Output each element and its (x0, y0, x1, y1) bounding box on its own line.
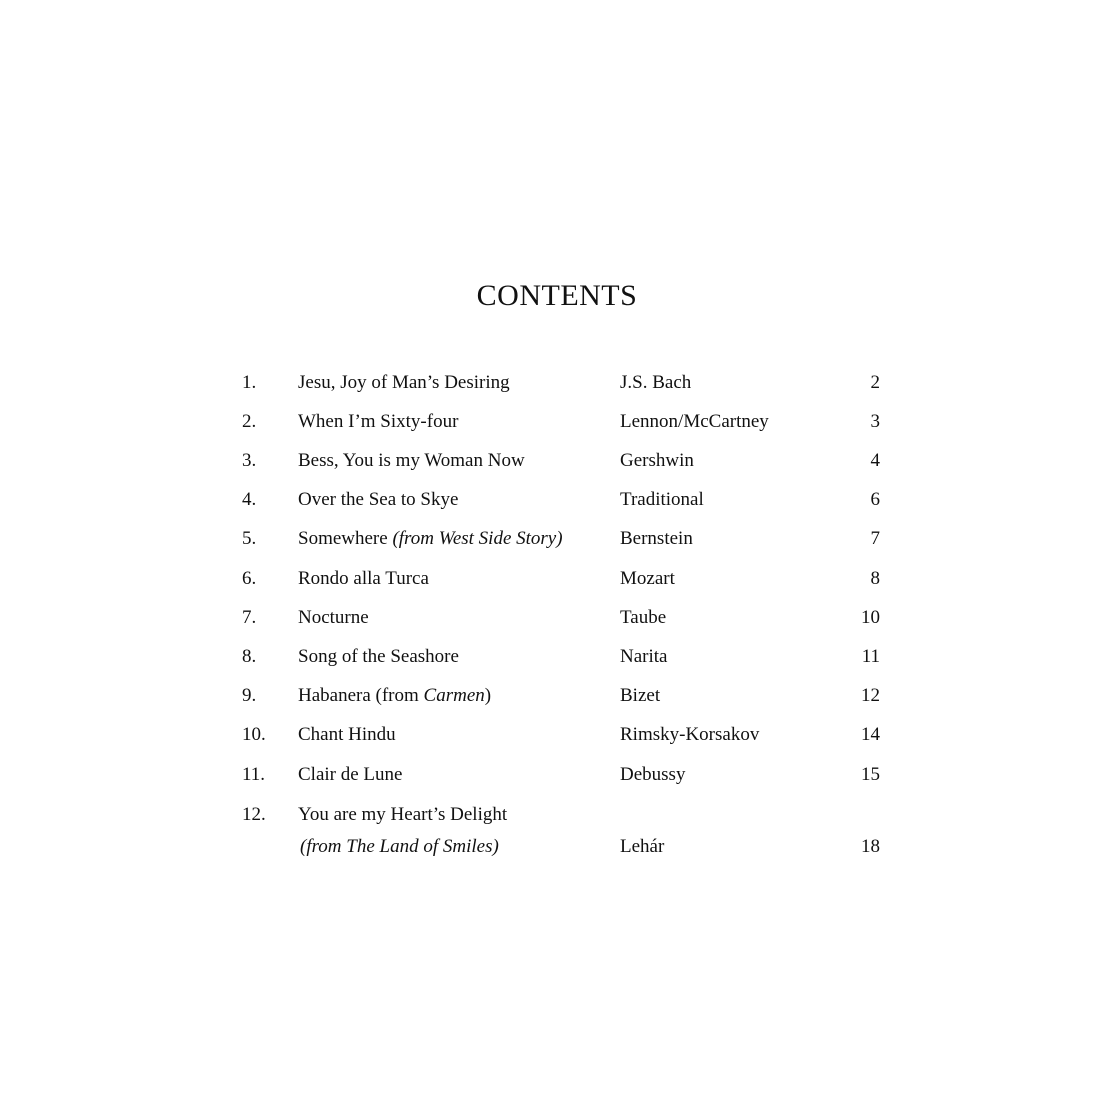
entry-number: 3. (242, 450, 257, 471)
contents-entry (0, 563, 1120, 595)
entry-number: 5. (242, 528, 257, 549)
entry-title-part: Nocturne (298, 607, 369, 628)
entry-title-part: When I’m Sixty-four (298, 411, 459, 432)
entry-page-number: 12 (861, 685, 880, 706)
entry-title-part: Over the Sea to Skye (298, 489, 459, 510)
entry-page-number: 4 (870, 450, 880, 471)
entry-title-part: Habanera (from (298, 685, 424, 706)
entry-number: 4. (242, 489, 257, 510)
entry-number: 12. (242, 804, 266, 825)
entry-composer: Mozart (620, 568, 675, 589)
entry-title (298, 406, 458, 438)
entry-number: 9. (242, 685, 257, 706)
contents-entry (0, 719, 1120, 751)
contents-entry (0, 367, 1120, 399)
entry-title (298, 799, 507, 831)
entry-title (298, 641, 459, 673)
entry-title-part: Rondo alla Turca (298, 568, 429, 589)
entry-page-number: 7 (870, 528, 880, 549)
entry-composer: Debussy (620, 764, 686, 785)
entry-composer: Bernstein (620, 528, 693, 549)
contents-entry (0, 602, 1120, 634)
entry-number: 2. (242, 411, 257, 432)
entry-page-number: 10 (861, 607, 880, 628)
entry-title (298, 680, 491, 712)
entry-title-part: (from (392, 528, 439, 549)
entry-title (298, 602, 369, 634)
entry-number: 7. (242, 607, 257, 628)
entry-number: 1. (242, 372, 257, 393)
entry-title (298, 563, 429, 595)
contents-entry (0, 484, 1120, 516)
entry-title-part: Clair de Lune (298, 764, 403, 785)
entry-title-part: Carmen (423, 685, 485, 706)
entry-title-part: Bess, You is my Woman Now (298, 450, 525, 471)
entry-composer: Lehár (620, 836, 665, 857)
entry-composer: Bizet (620, 685, 661, 706)
entry-title (298, 367, 510, 399)
entry-title-part: (from (300, 836, 347, 857)
entry-number: 6. (242, 568, 257, 589)
entry-title (298, 719, 396, 751)
entry-composer: Gershwin (620, 450, 694, 471)
entry-title-part: Somewhere (298, 528, 393, 549)
entry-page-number: 11 (861, 646, 880, 667)
entry-page-number: 18 (861, 836, 880, 857)
entry-page-number: 3 (870, 411, 880, 432)
entry-page-number: 2 (870, 372, 880, 393)
entry-title-part: Chant Hindu (298, 724, 396, 745)
contents-entry (0, 523, 1120, 555)
entry-page-number: 6 (870, 489, 880, 510)
contents-entry (0, 641, 1120, 673)
entry-title-part: The Land of Smiles) (346, 836, 499, 857)
entry-page-number: 8 (870, 568, 880, 589)
contents-entry (0, 759, 1120, 791)
entry-page-number: 14 (861, 724, 880, 745)
entry-number: 11. (242, 764, 266, 785)
entry-title-part: West Side Story) (438, 528, 563, 549)
entry-title (298, 484, 458, 516)
entry-composer: Lennon/McCartney (620, 411, 769, 432)
entry-title-part: You are my Heart’s Delight (298, 804, 508, 825)
contents-entry (0, 406, 1120, 438)
entry-title (298, 523, 563, 555)
entry-composer: J.S. Bach (620, 372, 692, 393)
entry-number: 8. (242, 646, 257, 667)
contents-entry (0, 445, 1120, 477)
entry-composer: Rimsky-Korsakov (620, 724, 760, 745)
entry-page-number: 15 (861, 764, 880, 785)
entry-title (298, 445, 525, 477)
entry-title (298, 759, 402, 791)
page-title: CONTENTS (476, 279, 638, 312)
entry-title-line2 (300, 831, 499, 863)
entry-title-part: Jesu, Joy of Man’s Desiring (298, 372, 510, 393)
entry-title-part: ) (484, 685, 492, 706)
entry-number: 10. (242, 724, 266, 745)
entry-composer: Taube (620, 607, 667, 628)
contents-entry (0, 680, 1120, 712)
entry-composer: Traditional (620, 489, 704, 510)
entry-title-part: Song of the Seashore (298, 646, 459, 667)
contents-entry (0, 799, 1120, 857)
entry-composer: Narita (620, 646, 668, 667)
